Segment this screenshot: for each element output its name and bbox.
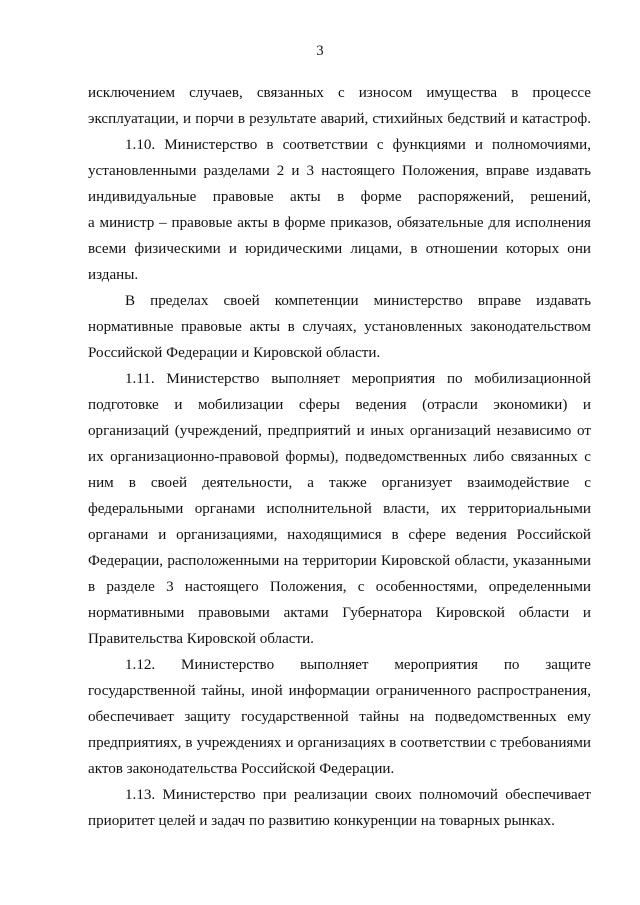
page-number: 3	[316, 43, 324, 59]
text-line: 1.11. Министерство выполняет мероприятия по мобилизационной	[125, 371, 591, 387]
text-line: нормативными правовыми актами Губернатора Кировской области и	[88, 605, 591, 621]
text-line: Федерации, расположенными на территории Кировской области, указанными	[88, 553, 591, 569]
text-line: установленными разделами 2 и 3 настоящего Положения, вправе издавать	[88, 163, 591, 179]
text-line: приоритет целей и задач по развитию конкуренции на товарных рынках.	[88, 813, 555, 829]
text-line: государственной тайны, иной информации ограниченного распространения,	[88, 683, 591, 699]
text-line: эксплуатации, и порчи в результате аварий, стихийных бедствий и катастроф.	[88, 111, 591, 127]
text-line: актов законодательства Российской Федерации.	[88, 761, 395, 777]
text-line: а министр – правовые акты в форме приказов, обязательные для исполнения	[88, 215, 591, 231]
text-line: ним в своей деятельности, а также организует взаимодействие с	[88, 475, 591, 491]
text-line: всеми физическими и юридическими лицами, в отношении которых они	[88, 241, 591, 257]
text-line: подготовке и мобилизации сферы ведения (отрасли экономики) и	[88, 397, 591, 413]
text-line: 1.10. Министерство в соответствии с функциями и полномочиями,	[125, 137, 591, 153]
text-line: Российской Федерации и Кировской области.	[88, 345, 381, 361]
text-line: органами и организациями, находящимися в сфере ведения Российской	[88, 527, 591, 543]
text-line: нормативные правовые акты в случаях, установленных законодательством	[88, 319, 591, 335]
text-line: Правительства Кировской области.	[88, 631, 314, 647]
text-line: индивидуальные правовые акты в форме распоряжений, решений,	[88, 189, 591, 205]
text-line: федеральными органами исполнительной власти, их территориальными	[88, 501, 591, 517]
text-line: в разделе 3 настоящего Положения, с особенностями, определенными	[88, 579, 591, 595]
text-line: исключением случаев, связанных с износом имущества в процессе	[88, 85, 591, 101]
text-line: изданы.	[88, 267, 139, 283]
text-line: обеспечивает защиту государственной тайны на подведомственных ему	[88, 709, 591, 725]
text-line: организаций (учреждений, предприятий и иных организаций независимо от	[88, 423, 591, 439]
text-line: 1.12. Министерство выполняет мероприятия по защите	[125, 657, 591, 673]
text-line: В пределах своей компетенции министерство вправе издавать	[125, 293, 591, 309]
text-line: их организационно-правовой формы), подведомственных либо связанных с	[88, 449, 591, 465]
text-line: 1.13. Министерство при реализации своих полномочий обеспечивает	[125, 787, 591, 803]
text-line: предприятиях, в учреждениях и организациях в соответствии с требованиями	[88, 735, 591, 751]
